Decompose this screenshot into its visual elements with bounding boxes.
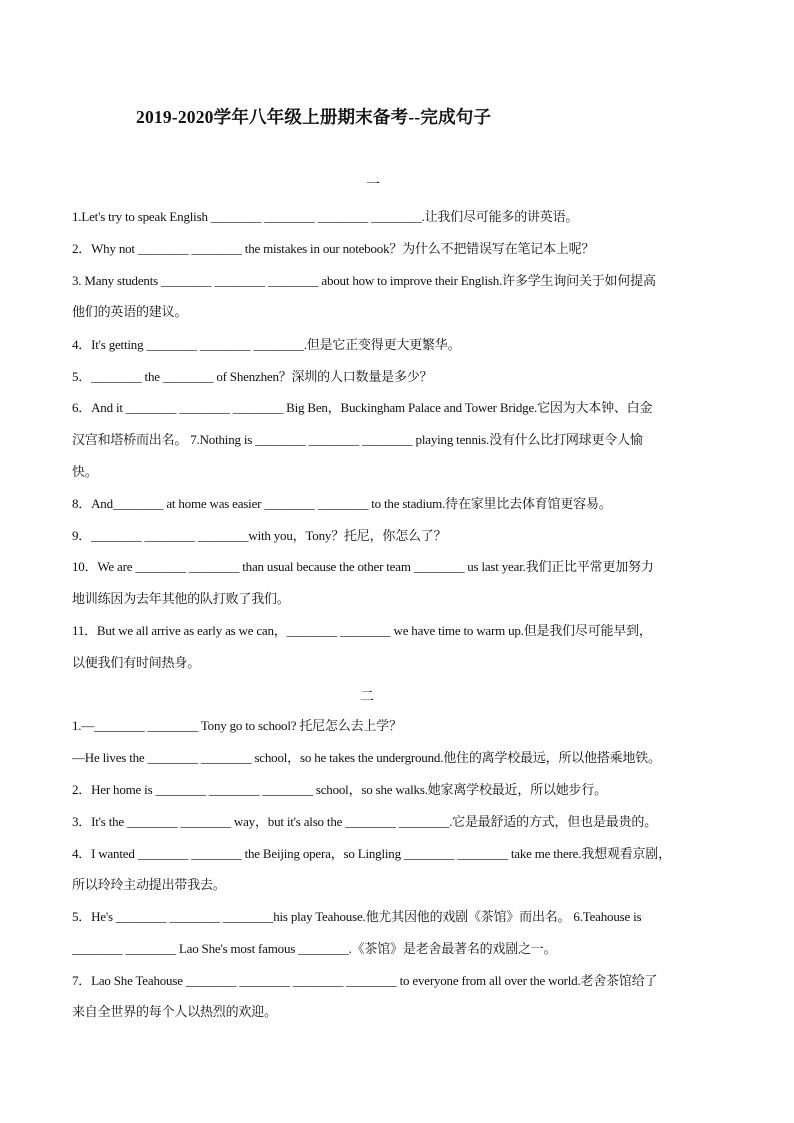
sentence-line: 3. Many students ________ ________ ________ about how to improve their English.许多学生询问关于如何提高 <box>72 273 656 288</box>
sentence-line: 3．It's the ________ ________ way，but it's also the ________ ________.它是最舒适的方式，但也是最贵的。 <box>72 814 657 829</box>
sentence-line: 6．And it ________ ________ ________ Big Ben，Buckingham Palace and Tower Bridge.它因为大本钟、白金 <box>72 400 653 415</box>
sentence-line: —He lives the ________ ________ school，so he takes the underground.他住的离学校最远，所以他搭乘地铁。 <box>72 750 661 765</box>
sentence-line: 来自全世界的每个人以热烈的欢迎。 <box>72 1004 277 1019</box>
sentence-line: 1.Let's try to speak English ________ ________ ________ ________.让我们尽可能多的讲英语。 <box>72 209 579 224</box>
page-title: 2019-2020学年八年级上册期末备考--完成句子 <box>136 107 492 127</box>
sentence-line: 5．________ the ________ of Shenzhen？深圳的人口数量是多少？ <box>72 369 433 384</box>
sentence-line: 2．Her home is ________ ________ ________ school，so she walks.她家离学校最近，所以她步行。 <box>72 782 607 797</box>
sentence-line: ________ ________ Lao She's most famous ________.《茶馆》是老舍最著名的戏剧之一。 <box>72 941 557 956</box>
sentence-line: 4．I wanted ________ ________ the Beijing opera，so Lingling ________ ________ take me there.我想观看京剧， <box>72 846 671 861</box>
sentence-line: 7．Lao She Teahouse ________ ________ ________ ________ to everyone from all over the world.老舍茶馆给了 <box>72 973 658 988</box>
sentence-line: 所以玲玲主动提出带我去。 <box>72 877 226 892</box>
sentence-line: 地训练因为去年其他的队打败了我们。 <box>72 591 290 606</box>
sentence-line: 10．We are ________ ________ than usual because the other team ________ us last year.我们正比平常更加努力 <box>72 559 654 574</box>
sentence-line: 9．________ ________ ________with you，Tony？托尼，你怎么了？ <box>72 528 447 543</box>
sentence-line: 1.—________ ________ Tony go to school? 托尼怎么去上学？ <box>72 718 402 733</box>
sentence-line: 5．He's ________ ________ ________his play Teahouse.他尤其因他的戏剧《茶馆》而出名。 6.Teahouse is <box>72 909 642 924</box>
sentence-line: 4．It's getting ________ ________ ________.但是它正变得更大更繁华。 <box>72 337 461 352</box>
section-heading-2: 二 <box>360 690 374 705</box>
sentence-line: 8．And________ at home was easier ________ ________ to the stadium.待在家里比去体育馆更容易。 <box>72 496 612 511</box>
sentence-line: 以便我们有时间热身。 <box>72 655 201 670</box>
sentence-line: 2．Why not ________ ________ the mistakes in our notebook？为什么不把错误写在笔记本上呢？ <box>72 241 595 256</box>
sentence-line: 他们的英语的建议。 <box>72 304 188 319</box>
sentence-line: 11．But we all arrive as early as we can，________ ________ we have time to warm up.但是我们尽可能早到， <box>72 623 652 638</box>
sentence-line: 汉宫和塔桥而出名。 7.Nothing is ________ ________ ________ playing tennis.没有什么比打网球更令人愉 <box>72 432 643 447</box>
sentence-line: 快。 <box>72 464 98 479</box>
section-heading-1: 一 <box>366 178 380 193</box>
